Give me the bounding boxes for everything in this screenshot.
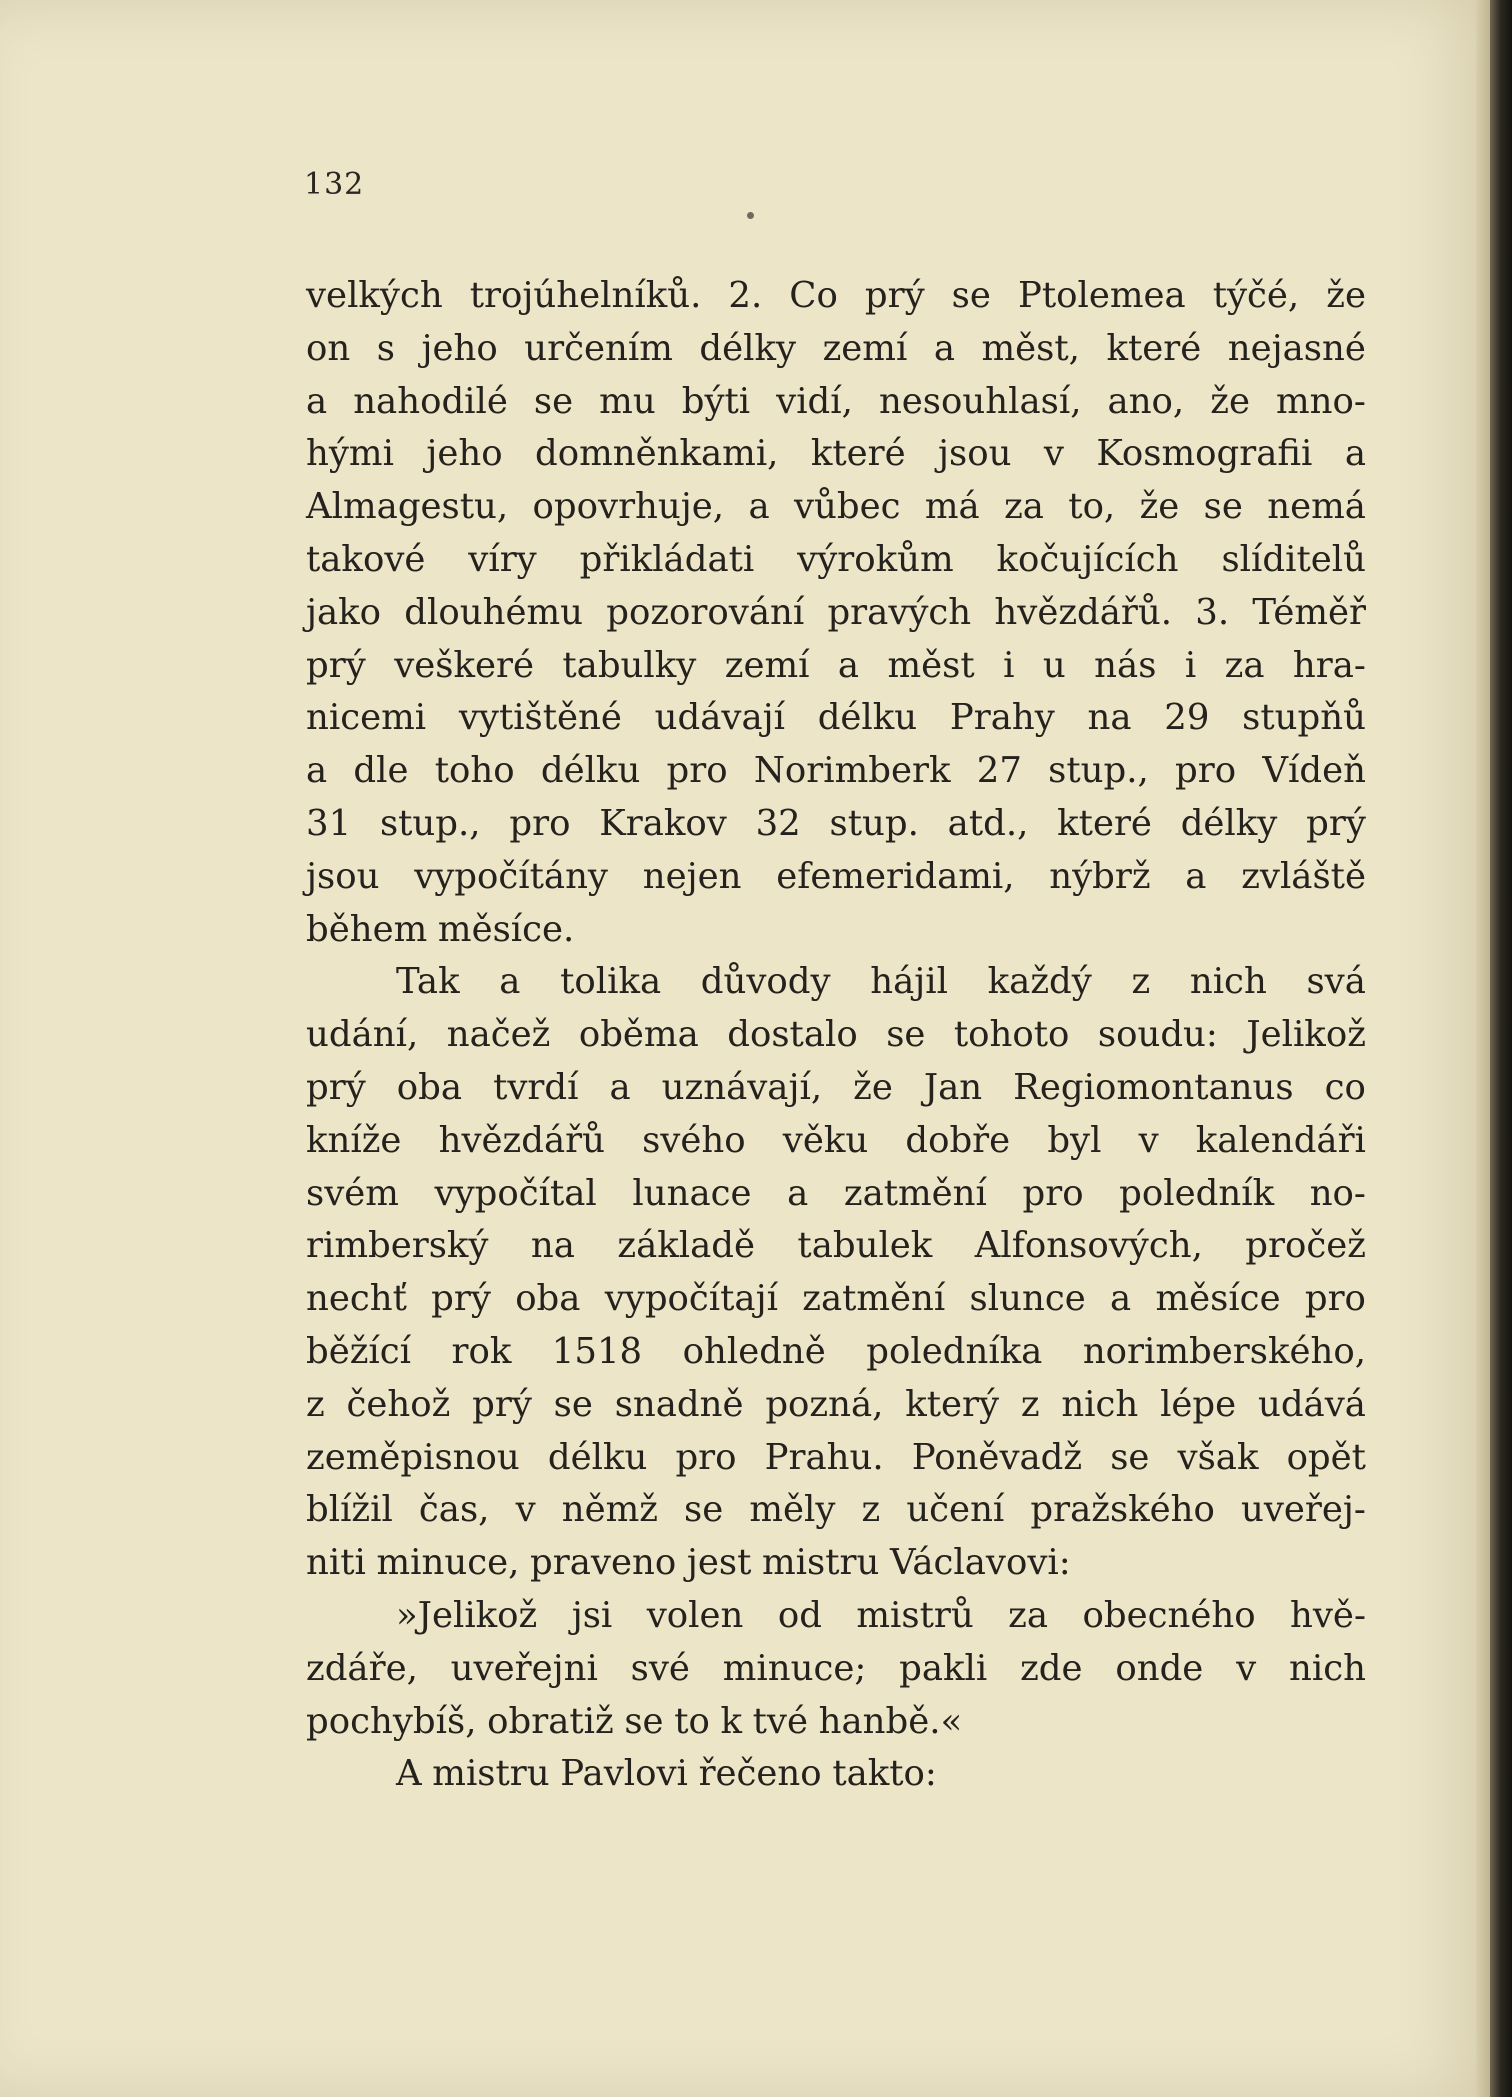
word: a bbox=[609, 1066, 631, 1108]
word: víry bbox=[468, 538, 537, 580]
word: tohoto bbox=[953, 1014, 1070, 1056]
word: oba bbox=[515, 1278, 581, 1320]
word: věku bbox=[782, 1119, 869, 1161]
word: Krakov bbox=[599, 802, 727, 844]
word: z bbox=[306, 1383, 325, 1425]
word: mistru bbox=[762, 1542, 880, 1584]
word: z bbox=[861, 1489, 881, 1531]
word: pozorování bbox=[606, 591, 805, 633]
text-line bbox=[306, 798, 1366, 851]
word: má bbox=[924, 486, 980, 528]
word: tabulky bbox=[562, 644, 697, 686]
word: učení bbox=[906, 1489, 1005, 1531]
word: se bbox=[533, 380, 574, 422]
word: tolika bbox=[560, 961, 662, 1003]
word: mno- bbox=[1275, 380, 1366, 422]
word: pro bbox=[509, 802, 571, 844]
word: no- bbox=[1309, 1172, 1366, 1214]
word: délku bbox=[547, 1436, 648, 1478]
word: obratiž bbox=[487, 1700, 614, 1742]
word: snadně bbox=[614, 1383, 744, 1425]
word: kalendáři bbox=[1195, 1119, 1366, 1161]
word: rok bbox=[451, 1330, 512, 1372]
word: měly bbox=[749, 1489, 836, 1531]
word: se bbox=[684, 1489, 724, 1531]
word: oběma bbox=[578, 1014, 699, 1056]
word: pochybíš, bbox=[306, 1700, 477, 1742]
word: tvrdí bbox=[493, 1066, 579, 1108]
word: niti bbox=[306, 1542, 366, 1584]
word: nemá bbox=[1267, 486, 1366, 528]
word: poledníka bbox=[866, 1330, 1043, 1372]
text-line bbox=[306, 1696, 1366, 1749]
word: udání, bbox=[306, 1014, 419, 1056]
word: takové bbox=[306, 538, 426, 580]
word: i bbox=[1003, 644, 1015, 686]
word: z bbox=[1020, 1383, 1040, 1425]
word: mistrů bbox=[856, 1594, 974, 1636]
word: svého bbox=[642, 1119, 746, 1161]
word: se bbox=[886, 1014, 926, 1056]
word: Norimberk bbox=[753, 750, 951, 792]
word: nich bbox=[1289, 1647, 1366, 1689]
word: lépe bbox=[1160, 1383, 1237, 1425]
word: vypočítal bbox=[434, 1172, 597, 1214]
word: nesouhlasí, bbox=[878, 380, 1082, 422]
word: 27 bbox=[976, 750, 1022, 792]
word: stup., bbox=[379, 802, 481, 844]
word: Jelikož bbox=[1246, 1014, 1366, 1056]
word: že bbox=[1139, 486, 1180, 528]
word: pakli bbox=[899, 1647, 988, 1689]
word: délky bbox=[1180, 802, 1278, 844]
word: a bbox=[837, 644, 860, 686]
word: prý bbox=[472, 1383, 532, 1425]
text-line bbox=[306, 1062, 1366, 1115]
word: a bbox=[933, 327, 955, 369]
word: co bbox=[1324, 1066, 1366, 1108]
word: 31 bbox=[306, 802, 352, 844]
word: Pavlovi bbox=[560, 1753, 688, 1795]
page-body-text bbox=[306, 270, 1366, 1801]
word: pro bbox=[1304, 1278, 1366, 1320]
word: vypočítány bbox=[414, 855, 608, 897]
word: hvězdářů. bbox=[994, 591, 1173, 633]
word: a bbox=[748, 486, 770, 528]
word: i bbox=[1184, 644, 1197, 686]
text-line bbox=[306, 1432, 1366, 1485]
text-line bbox=[306, 587, 1366, 640]
word: hvězdářů bbox=[438, 1119, 605, 1161]
word: pro bbox=[666, 750, 728, 792]
word: prý bbox=[431, 1278, 491, 1320]
word: dlouhému bbox=[404, 591, 584, 633]
word: zvláště bbox=[1241, 855, 1366, 897]
word: obecného bbox=[1082, 1594, 1256, 1636]
word: rimberský bbox=[306, 1225, 489, 1267]
word: zemí bbox=[724, 644, 810, 686]
word: a bbox=[787, 1172, 809, 1214]
word: jest bbox=[686, 1542, 752, 1584]
page-number: 132 bbox=[304, 167, 365, 202]
word: svém bbox=[306, 1172, 399, 1214]
word: a bbox=[1110, 1278, 1132, 1320]
word: Poněvadž bbox=[911, 1436, 1083, 1478]
word: který bbox=[905, 1383, 1000, 1425]
text-line bbox=[306, 692, 1366, 745]
word: mistru bbox=[432, 1753, 550, 1795]
word: určením bbox=[524, 327, 673, 369]
word: řečeno bbox=[698, 1753, 822, 1795]
text-line bbox=[306, 1326, 1366, 1379]
word: zemí bbox=[822, 327, 908, 369]
text-line bbox=[306, 1220, 1366, 1273]
word: pravých bbox=[827, 591, 972, 633]
word: a bbox=[499, 961, 521, 1003]
word: však bbox=[1177, 1436, 1259, 1478]
word: a bbox=[1185, 855, 1207, 897]
word: veškeré bbox=[394, 644, 534, 686]
word: praveno bbox=[530, 1542, 677, 1584]
word: přikládati bbox=[579, 538, 755, 580]
word: kočujících bbox=[996, 538, 1179, 580]
word: opět bbox=[1286, 1436, 1366, 1478]
word: hvě- bbox=[1290, 1594, 1366, 1636]
ink-speck bbox=[747, 212, 754, 219]
word: to, bbox=[1068, 486, 1116, 528]
word: uveřej- bbox=[1241, 1489, 1366, 1531]
word: Václavovi: bbox=[889, 1542, 1071, 1584]
word: prý bbox=[306, 644, 366, 686]
text-line bbox=[306, 428, 1366, 481]
word: nich bbox=[1189, 961, 1267, 1003]
word: dobře bbox=[905, 1119, 1011, 1161]
word: vytištěné bbox=[458, 697, 622, 739]
word: lunace bbox=[632, 1172, 752, 1214]
word: toho bbox=[434, 750, 515, 792]
word: od bbox=[777, 1594, 822, 1636]
text-line bbox=[306, 1537, 1366, 1590]
word: v bbox=[515, 1489, 536, 1531]
word: stup., bbox=[1048, 750, 1149, 792]
word: uveřejni bbox=[450, 1647, 598, 1689]
word: u bbox=[1042, 644, 1066, 686]
book-binding-shadow bbox=[1490, 0, 1512, 2097]
text-line bbox=[306, 745, 1366, 798]
word: vůbec bbox=[793, 486, 901, 528]
word: zeměpisnou bbox=[306, 1436, 520, 1478]
word: A bbox=[396, 1753, 422, 1795]
word: jako bbox=[306, 591, 382, 633]
word: se bbox=[624, 1700, 664, 1742]
word: které bbox=[810, 433, 906, 475]
word: dle bbox=[353, 750, 409, 792]
word: každý bbox=[987, 961, 1092, 1003]
word: němž bbox=[561, 1489, 658, 1531]
text-line bbox=[306, 1168, 1366, 1221]
word: a bbox=[306, 750, 328, 792]
word: že bbox=[853, 1066, 893, 1108]
word: jeho bbox=[421, 327, 498, 369]
word: 2. bbox=[728, 275, 763, 316]
word: zatmění bbox=[802, 1278, 946, 1320]
text-line bbox=[306, 534, 1366, 587]
word: nýbrž bbox=[1049, 855, 1151, 897]
word: a bbox=[1344, 433, 1366, 475]
word: čas, bbox=[418, 1489, 490, 1531]
word: stup. bbox=[829, 802, 919, 844]
word: 1518 bbox=[551, 1330, 643, 1372]
word: hými bbox=[306, 433, 394, 475]
word: a bbox=[306, 380, 328, 422]
word: velkých bbox=[306, 275, 443, 316]
word: Jan bbox=[923, 1066, 983, 1108]
word: Alfonsových, bbox=[974, 1225, 1203, 1267]
word: vidí, bbox=[776, 380, 853, 422]
word: se bbox=[553, 1383, 593, 1425]
word: kníže bbox=[306, 1119, 402, 1161]
word: běžící bbox=[306, 1330, 412, 1372]
text-line bbox=[306, 376, 1366, 429]
word: 32 bbox=[755, 802, 801, 844]
word: načež bbox=[446, 1014, 551, 1056]
word: nich bbox=[1061, 1383, 1139, 1425]
text-line bbox=[306, 1273, 1366, 1326]
word: Almagestu, bbox=[306, 486, 509, 528]
word: čehož bbox=[346, 1383, 451, 1425]
word: Ptolemea bbox=[1017, 275, 1186, 316]
word: nás bbox=[1094, 644, 1157, 686]
word: efemeridami, bbox=[776, 855, 1015, 897]
text-line bbox=[306, 1379, 1366, 1432]
word: zatmění bbox=[843, 1172, 987, 1214]
word: na bbox=[1087, 697, 1132, 739]
word: Co bbox=[789, 275, 838, 316]
word: nechť bbox=[306, 1278, 407, 1320]
word: pro bbox=[1022, 1172, 1084, 1214]
word: které bbox=[1106, 327, 1202, 369]
word: za bbox=[1008, 1594, 1049, 1636]
word: slíditelů bbox=[1221, 538, 1366, 580]
text-line bbox=[306, 1115, 1366, 1168]
word: 29 bbox=[1164, 697, 1210, 739]
word: délku bbox=[540, 750, 641, 792]
word: to bbox=[674, 1700, 710, 1742]
word: jsou bbox=[938, 433, 1012, 475]
word: »Jelikož bbox=[396, 1594, 538, 1636]
word: za bbox=[1224, 644, 1265, 686]
word: atd., bbox=[947, 802, 1029, 844]
word: minuce; bbox=[722, 1647, 867, 1689]
word: jsou bbox=[306, 855, 380, 897]
word: trojúhelníků. bbox=[469, 275, 702, 316]
text-line bbox=[306, 1643, 1366, 1696]
word: základě bbox=[617, 1225, 755, 1267]
word: býti bbox=[681, 380, 751, 422]
word: slunce bbox=[969, 1278, 1086, 1320]
word: Prahu. bbox=[764, 1436, 884, 1478]
word: měst bbox=[887, 644, 975, 686]
word: jsi bbox=[571, 1594, 613, 1636]
word: nicemi bbox=[306, 697, 427, 739]
word: týčé, bbox=[1212, 275, 1300, 316]
word: Vídeň bbox=[1262, 750, 1366, 792]
word: on bbox=[306, 327, 351, 369]
word: výrokům bbox=[797, 538, 954, 580]
word: měsíce bbox=[1155, 1278, 1281, 1320]
word: uznávají, bbox=[661, 1066, 823, 1108]
word: jeho bbox=[426, 433, 503, 475]
word: prý bbox=[1306, 802, 1366, 844]
word: pročež bbox=[1245, 1225, 1366, 1267]
word: během bbox=[306, 908, 428, 950]
word: měst, bbox=[981, 327, 1080, 369]
word: Kosmografii bbox=[1096, 433, 1313, 475]
word: takto: bbox=[832, 1753, 937, 1795]
word: minuce, bbox=[376, 1542, 520, 1584]
word: hanbě.« bbox=[818, 1700, 963, 1742]
word: se bbox=[1203, 486, 1243, 528]
text-line bbox=[306, 904, 1366, 957]
word: z bbox=[1131, 961, 1151, 1003]
text-line bbox=[306, 1009, 1366, 1062]
word: v bbox=[1138, 1119, 1159, 1161]
word: za bbox=[1004, 486, 1044, 528]
text-line bbox=[306, 956, 1366, 1009]
text-line bbox=[306, 323, 1366, 376]
word: že bbox=[1210, 380, 1250, 422]
word: prý bbox=[864, 275, 925, 316]
word: pražského bbox=[1030, 1489, 1215, 1531]
text-line bbox=[306, 1484, 1366, 1537]
word: blížil bbox=[306, 1489, 393, 1531]
word: soudu: bbox=[1097, 1014, 1218, 1056]
word: poledník bbox=[1119, 1172, 1275, 1214]
word: domněnkami, bbox=[534, 433, 779, 475]
word: dostalo bbox=[727, 1014, 858, 1056]
word: nahodilé bbox=[353, 380, 508, 422]
word: 3. bbox=[1195, 591, 1230, 633]
word: ohledně bbox=[682, 1330, 826, 1372]
text-line bbox=[306, 851, 1366, 904]
word: tabulek bbox=[797, 1225, 933, 1267]
word: na bbox=[530, 1225, 575, 1267]
word: důvody bbox=[700, 961, 831, 1003]
word: zdáře, bbox=[306, 1647, 418, 1689]
word: zde bbox=[1020, 1647, 1083, 1689]
word: délky bbox=[699, 327, 797, 369]
word: prý bbox=[306, 1066, 366, 1108]
word: udávají bbox=[654, 697, 785, 739]
word: s bbox=[376, 327, 395, 369]
text-line bbox=[306, 1590, 1366, 1643]
word: které bbox=[1057, 802, 1152, 844]
word: nejen bbox=[642, 855, 742, 897]
word: že bbox=[1326, 275, 1366, 316]
word: měsíce. bbox=[437, 908, 575, 950]
word: volen bbox=[646, 1594, 744, 1636]
word: délku bbox=[817, 697, 918, 739]
word: opovrhuje, bbox=[532, 486, 725, 528]
word: byl bbox=[1047, 1119, 1102, 1161]
word: udává bbox=[1257, 1383, 1366, 1425]
word: pozná, bbox=[765, 1383, 884, 1425]
word: Regiomontanus bbox=[1013, 1066, 1294, 1108]
word: Prahy bbox=[949, 697, 1055, 739]
word: Tak bbox=[396, 961, 460, 1003]
word: v bbox=[1236, 1647, 1257, 1689]
word: se bbox=[951, 275, 991, 316]
text-line bbox=[306, 1748, 1366, 1801]
word: se bbox=[1110, 1436, 1150, 1478]
word: hra- bbox=[1292, 644, 1366, 686]
word: pro bbox=[675, 1436, 737, 1478]
word: tvé bbox=[752, 1700, 808, 1742]
word: mu bbox=[599, 380, 656, 422]
word: nejasné bbox=[1227, 327, 1366, 369]
word: ano, bbox=[1107, 380, 1185, 422]
word: vypočítají bbox=[604, 1278, 778, 1320]
text-line bbox=[306, 481, 1366, 534]
word: svá bbox=[1306, 961, 1366, 1003]
word: své bbox=[630, 1647, 690, 1689]
word: stupňů bbox=[1242, 697, 1366, 739]
word: norimberského, bbox=[1082, 1330, 1366, 1372]
word: onde bbox=[1115, 1647, 1204, 1689]
word: k bbox=[720, 1700, 742, 1742]
word: oba bbox=[396, 1066, 463, 1108]
word: Téměř bbox=[1252, 591, 1366, 633]
word: v bbox=[1043, 433, 1064, 475]
word: hájil bbox=[870, 961, 948, 1003]
text-line bbox=[306, 270, 1366, 323]
word: pro bbox=[1175, 750, 1237, 792]
text-line bbox=[306, 640, 1366, 693]
